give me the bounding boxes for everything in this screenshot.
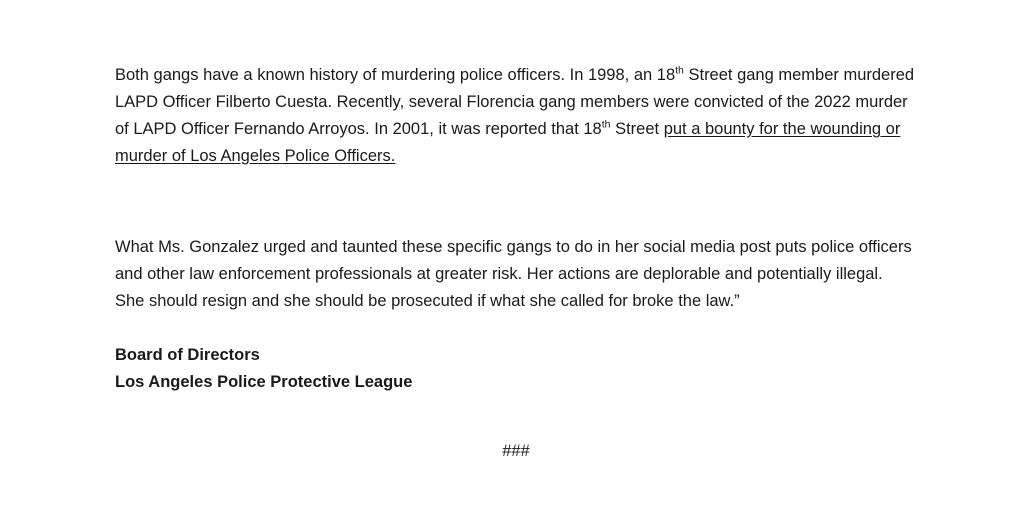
document-body (115, 62, 915, 396)
signature-organization: Los Angeles Police Protective League (115, 373, 413, 391)
ordinal-suffix: th (675, 64, 684, 77)
paragraph-gang-history (115, 62, 915, 170)
signature-board: Board of Directors (115, 346, 260, 364)
end-mark: ### (502, 442, 530, 460)
ordinal-suffix: th (601, 118, 611, 131)
paragraph-statement: What Ms. Gonzalez urged and taunted these specific gangs to do in her social media post puts police officers and other law enforcement professionals at greater risk. Her actions are deplorable and potentially illegal. She should resign and she should be prosecuted if what she called for broke the law.” (115, 238, 912, 310)
paragraph-1-text-c: Street (610, 120, 664, 138)
paragraph-1-text-b: Street gang member murdered LAPD Officer Filberto Cuesta. Recently, several Florencia gang members were convicted of the 2022 murder of LAPD Officer Fernando Arroyos. In 2001, it was reported that 18 (115, 66, 915, 138)
paragraph-1-text-a: Both gangs have a known history of murdering police officers. In 1998, an 18 (115, 66, 676, 84)
bounty-report-link[interactable]: put a bounty for the wounding or murder of Los Angeles Police Officers. (115, 120, 901, 165)
